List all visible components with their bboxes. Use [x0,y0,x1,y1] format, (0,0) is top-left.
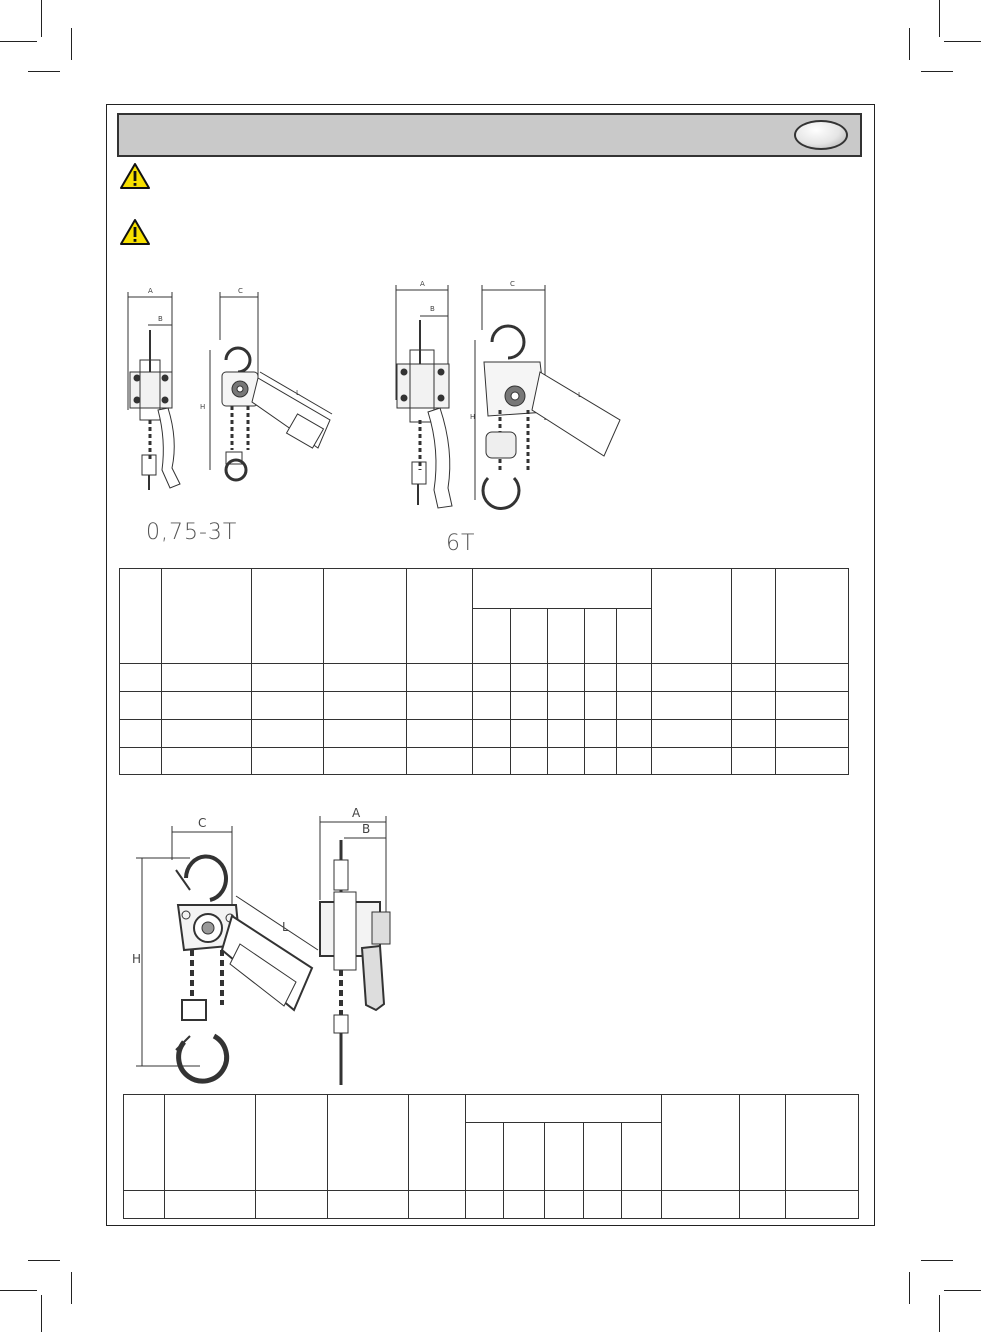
specification-table-2 [123,1094,859,1219]
dimension-label: C [198,816,207,830]
dimension-label: B [430,305,435,313]
dimension-label: C [238,287,243,295]
dimension-label: L [578,391,582,399]
table-row [124,1191,859,1219]
dimension-label: A [352,806,361,820]
dimension-label: H [132,952,142,966]
dimension-label: H [200,403,206,411]
dimension-label: L [296,389,300,397]
dimension-label: C [510,280,515,288]
dimension-label: H [470,413,476,421]
dimension-label: B [362,822,371,836]
dimension-label: B [158,315,163,323]
dimension-label: A [148,287,153,295]
dimension-label: A [420,280,425,288]
figure-caption-0-75-3t: 0,75-3T [146,520,238,545]
figure-caption-6t: 6T [446,531,476,556]
table-header-row [124,1095,859,1123]
dimension-label: L [282,920,289,934]
